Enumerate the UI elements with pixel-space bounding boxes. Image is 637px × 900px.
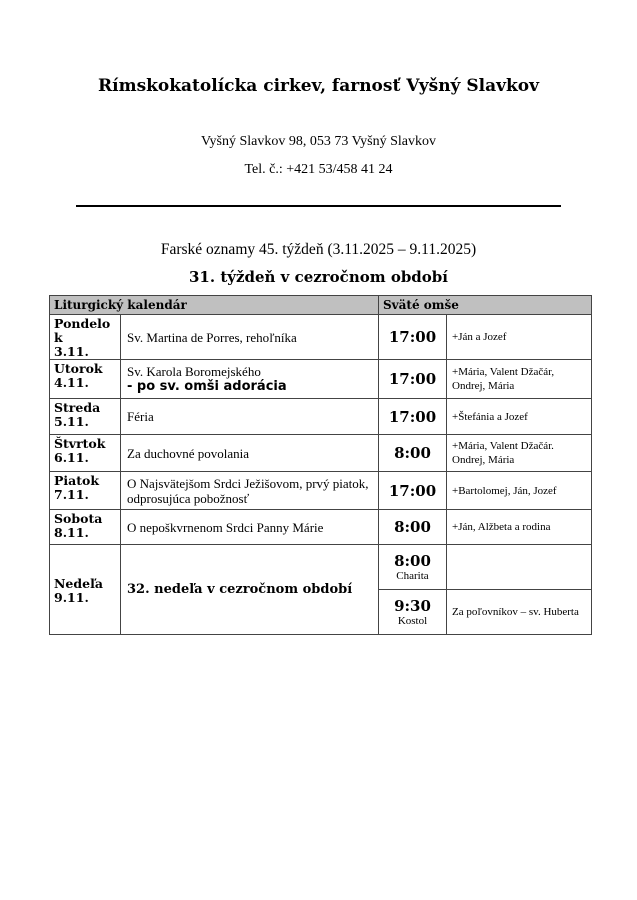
day-name: Nedeľa: [54, 575, 103, 591]
mass-time: 9:30: [394, 597, 431, 615]
liturgy-cell: [121, 360, 379, 399]
day-date: 9.11.: [54, 589, 89, 605]
day-name: Streda: [54, 400, 101, 415]
mass-intention: [447, 545, 592, 590]
divider: [76, 205, 561, 207]
liturgy-cell: [121, 399, 379, 435]
mass-time: 8:00: [379, 510, 447, 545]
table-row: [50, 399, 592, 435]
day-date: 6.11.: [54, 450, 89, 465]
mass-place: Kostol: [397, 615, 428, 627]
mass-time: 17:00: [379, 399, 447, 435]
table-header: [50, 296, 592, 315]
mass-time: 8:00: [379, 435, 447, 472]
liturgy-desc: Féria: [127, 409, 154, 424]
announcement-title: Farské oznamy 45. týždeň (3.11.2025 – 9.11.2025): [160, 241, 477, 258]
liturgy-note: - po sv. omši adorácia: [127, 379, 287, 394]
parish-phone: Tel. č.: +421 53/458 41 24: [244, 162, 393, 177]
week-title: 31. týždeň v cezročnom období: [189, 268, 448, 286]
day-cell: [50, 435, 121, 472]
schedule-table: [49, 295, 592, 635]
liturgy-desc: Sv. Karola Boromejského: [127, 364, 261, 379]
table-row: [50, 510, 592, 545]
day-cell: [50, 545, 121, 635]
day-cell: [50, 315, 121, 360]
table-row: [50, 545, 592, 590]
day-name: Piatok: [54, 473, 100, 488]
liturgy-desc: Za duchovné povolania: [127, 445, 250, 461]
parish-address: Vyšný Slavkov 98, 053 73 Vyšný Slavkov: [200, 134, 437, 149]
liturgy-cell: [121, 510, 379, 545]
mass-place: Charita: [396, 570, 429, 582]
table-row: [50, 315, 592, 360]
day-cell: [50, 360, 121, 399]
header-masses: Sväté omše: [379, 296, 592, 315]
liturgy-desc: O nepoškvrnenom Srdci Panny Márie: [127, 519, 324, 535]
day-date: 3.11.: [54, 344, 89, 359]
mass-time: 17:00: [379, 472, 447, 510]
liturgy-desc: 32. nedeľa v cezročnom období: [121, 545, 379, 635]
mass-time: 17:00: [379, 360, 447, 399]
table-row: [50, 435, 592, 472]
liturgy-cell: [121, 315, 379, 360]
mass-time-cell: [379, 590, 447, 635]
mass-time: 8:00: [394, 552, 431, 570]
day-cell: [50, 472, 121, 510]
mass-intention: +Bartolomej, Ján, Jozef: [447, 472, 592, 510]
day-name: Štvrtok: [54, 436, 106, 451]
mass-intention: Za poľovníkov – sv. Huberta: [447, 590, 592, 635]
day-name: Utorok: [54, 361, 103, 376]
mass-intention: +Mária, Valent Džačár, Ondrej, Mária: [447, 360, 592, 399]
table-row: [50, 360, 592, 399]
liturgy-desc: O Najsvätejšom Srdci Ježišovom, prvý piatok, odprosujúca pobožnosť: [127, 475, 369, 506]
day-date: 8.11.: [54, 525, 89, 540]
mass-intention: +Štefánia a Jozef: [447, 399, 592, 435]
day-cell: [50, 510, 121, 545]
parish-title: Rímskokatolícka cirkev, farnosť Vyšný Slavkov: [98, 76, 539, 96]
liturgy-cell: [121, 472, 379, 510]
day-date: 5.11.: [54, 414, 89, 429]
day-date: 4.11.: [54, 375, 89, 390]
mass-intention: +Mária, Valent Džačár. Ondrej, Mária: [447, 435, 592, 472]
day-date: 7.11.: [54, 487, 89, 502]
mass-intention: +Ján a Jozef: [447, 315, 592, 360]
day-name: Sobota: [54, 511, 103, 526]
table-row: [50, 472, 592, 510]
liturgy-cell: [121, 435, 379, 472]
mass-intention: +Ján, Alžbeta a rodina: [447, 510, 592, 545]
day-name: Pondelo k: [54, 316, 111, 345]
day-cell: [50, 399, 121, 435]
header-calendar: Liturgický kalendár: [50, 296, 379, 315]
mass-time: 17:00: [379, 315, 447, 360]
mass-time-cell: [379, 545, 447, 590]
liturgy-desc: Sv. Martina de Porres, rehoľníka: [127, 329, 297, 345]
